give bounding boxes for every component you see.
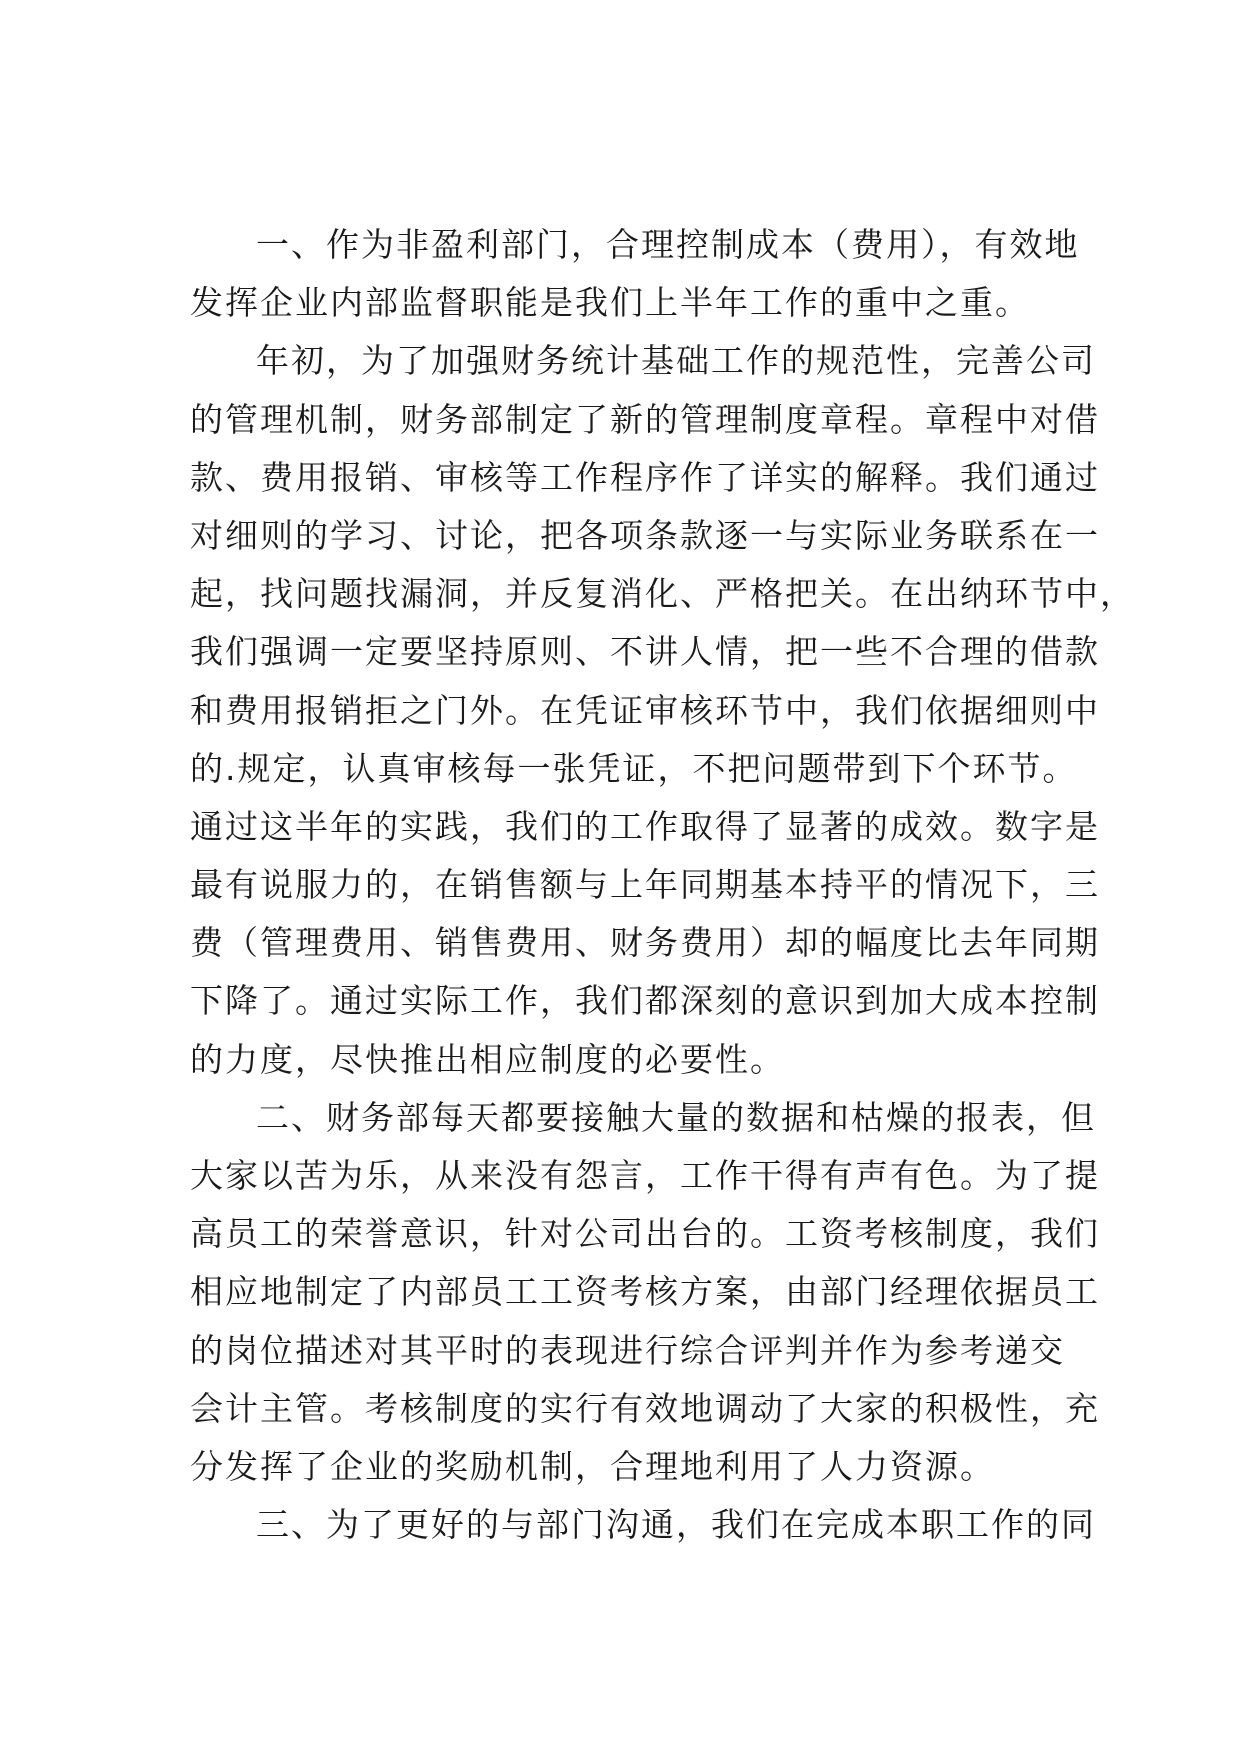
text-line: 相应地制定了内部员工工资考核方案，由部门经理依据员工 <box>190 1272 1100 1312</box>
text-line: 会计主管。考核制度的实行有效地调动了大家的积极性，充 <box>190 1388 1100 1428</box>
text-line: 的管理机制，财务部制定了新的管理制度章程。章程中对借 <box>190 399 1100 439</box>
paragraph-1 <box>190 216 1080 332</box>
paragraph-4 <box>190 1496 1096 1554</box>
text-line: 起，找问题找漏洞，并反复消化、严格把关。在出纳环节中， <box>190 574 1135 614</box>
document-body <box>190 216 1135 1554</box>
paragraph-2 <box>190 332 1135 1088</box>
text-line: 三、为了更好的与部门沟通，我们在完成本职工作的同 <box>256 1505 1096 1545</box>
text-line: 的岗位描述对其平时的表现进行综合评判并作为参考递交 <box>190 1330 1065 1370</box>
text-line: 和费用报销拒之门外。在凭证审核环节中，我们依据细则中 <box>190 690 1100 730</box>
text-line: 二、财务部每天都要接触大量的数据和枯燥的报表，但 <box>256 1097 1096 1137</box>
text-line: 费（管理费用、销售费用、财务费用）却的幅度比去年同期 <box>190 923 1100 963</box>
paragraph-3 <box>190 1089 1100 1496</box>
text-line: 分发挥了企业的奖励机制，合理地利用了人力资源。 <box>190 1446 995 1486</box>
text-line: 大家以苦为乐，从来没有怨言，工作干得有声有色。为了提 <box>190 1156 1100 1195</box>
text-line: 年初，为了加强财务统计基础工作的规范性，完善公司 <box>256 341 1096 381</box>
text-line: 高员工的荣誉意识，针对公司出台的。工资考核制度，我们 <box>190 1214 1100 1254</box>
text-line: 下降了。通过实际工作，我们都深刻的意识到加大成本控制 <box>190 981 1100 1021</box>
text-line: 我们强调一定要坚持原则、不讲人情，把一些不合理的借款 <box>190 632 1100 672</box>
text-line: 款、费用报销、审核等工作程序作了详实的解释。我们通过 <box>190 457 1100 497</box>
text-line: 的力度，尽快推出相应制度的必要性。 <box>190 1039 785 1079</box>
text-line: 发挥企业内部监督职能是我们上半年工作的重中之重。 <box>190 283 1030 323</box>
text-line: 的.规定，认真审核每一张凭证，不把问题带到下个环节。 <box>190 748 1078 788</box>
text-line: 最有说服力的，在销售额与上年同期基本持平的情况下，三 <box>190 865 1100 905</box>
text-line: 通过这半年的实践，我们的工作取得了显著的成效。数字是 <box>190 806 1100 846</box>
text-line: 对细则的学习、讨论，把各项条款逐一与实际业务联系在一 <box>190 515 1100 555</box>
text-line: 一、作为非盈利部门，合理控制成本（费用），有效地 <box>256 225 1080 264</box>
